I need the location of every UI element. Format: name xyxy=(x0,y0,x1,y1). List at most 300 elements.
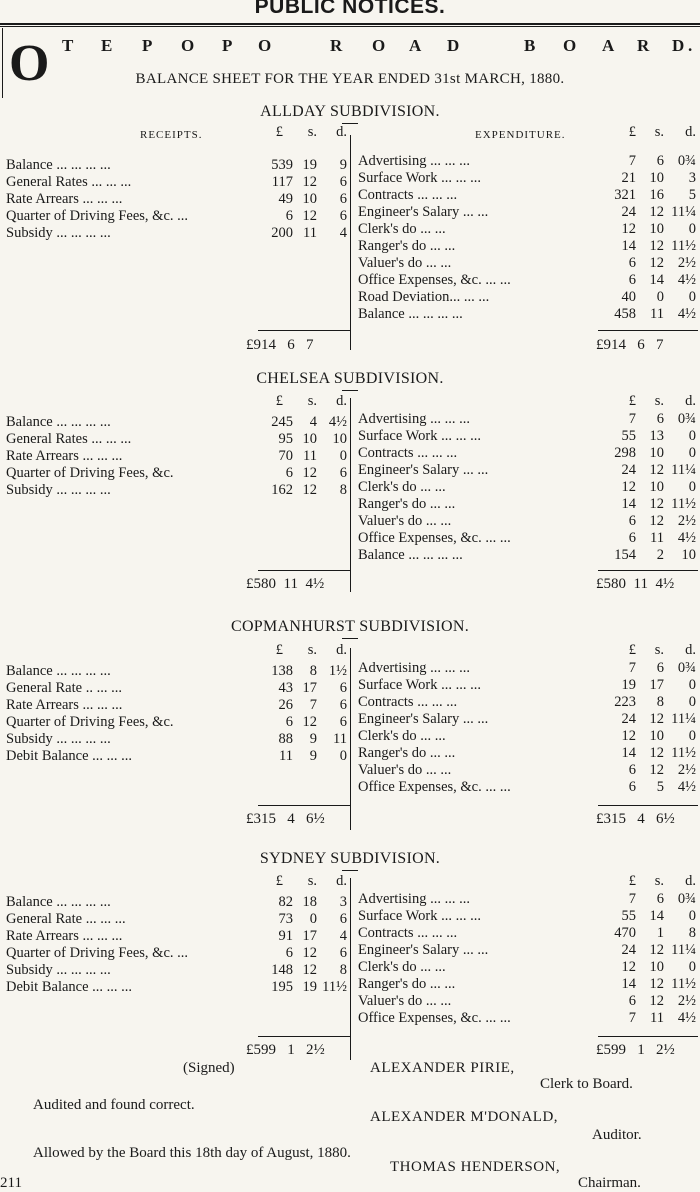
pence-header: d. xyxy=(685,873,696,889)
receipt-pounds: 70 xyxy=(278,448,293,464)
expenditure-pounds: 19 xyxy=(621,677,636,693)
expenditure-label: Contracts ... ... ... xyxy=(358,925,458,941)
expenditure-shillings: 10 xyxy=(649,445,664,461)
receipt-label: Subsidy ... ... ... ... xyxy=(6,962,111,978)
expenditure-pounds: 470 xyxy=(614,925,636,941)
pounds-header: £ xyxy=(275,873,283,889)
receipt-pence: 6 xyxy=(339,911,347,927)
receipt-pounds: 117 xyxy=(271,174,293,190)
expenditure-shillings: 8 xyxy=(656,694,664,710)
pence-header: d. xyxy=(336,124,347,140)
receipt-pence: 8 xyxy=(339,482,347,498)
shillings-header: s. xyxy=(654,124,664,140)
expenditure-pence: 8 xyxy=(688,925,696,941)
expenditure-shillings: 10 xyxy=(649,221,664,237)
receipt-label: Balance ... ... ... ... xyxy=(6,894,111,910)
expenditure-shillings: 11 xyxy=(650,306,664,322)
expenditure-label: Surface Work ... ... ... xyxy=(358,908,481,924)
receipt-pounds: 6 xyxy=(285,465,293,481)
expenditure-label: Ranger's do ... ... xyxy=(358,976,456,992)
receipt-label: Rate Arrears ... ... ... xyxy=(6,697,123,713)
board-name-letter: R xyxy=(637,36,650,55)
board-name-letter: O xyxy=(258,36,272,55)
receipts-total: £599 1 2½ xyxy=(246,1042,325,1058)
pounds-header: £ xyxy=(628,124,636,140)
pence-header: d. xyxy=(685,642,696,658)
receipt-pounds: 49 xyxy=(278,191,293,207)
receipt-label: Rate Arrears ... ... ... xyxy=(6,191,123,207)
expenditure-pounds: 6 xyxy=(628,530,636,546)
receipt-pence: 9 xyxy=(339,157,347,173)
receipt-pounds: 200 xyxy=(271,225,293,241)
expenditure-total: £599 1 2½ xyxy=(596,1042,675,1058)
subdivision-title: COPMANHURST SUBDIVISION. xyxy=(230,618,470,635)
receipt-pounds: 82 xyxy=(278,894,293,910)
expenditure-shillings: 5 xyxy=(656,779,664,795)
expenditure-shillings: 12 xyxy=(649,993,664,1009)
expenditure-label: Ranger's do ... ... xyxy=(358,745,456,761)
receipt-shillings: 9 xyxy=(309,731,317,747)
receipt-pence: 4 xyxy=(339,225,347,241)
expenditure-pence: 4½ xyxy=(677,779,696,795)
page-number: 211 xyxy=(0,1175,22,1191)
expenditure-label: Balance ... ... ... ... xyxy=(358,306,463,322)
receipt-label: Debit Balance ... ... ... xyxy=(6,748,133,764)
board-name-letter: A xyxy=(602,36,615,55)
expenditure-pence: 5 xyxy=(688,187,696,203)
expenditure-pounds: 14 xyxy=(621,238,636,254)
expenditure-label: Surface Work ... ... ... xyxy=(358,170,481,186)
receipt-pence: 10 xyxy=(332,431,347,447)
expenditure-pounds: 6 xyxy=(628,779,636,795)
expenditure-shillings: 2 xyxy=(656,547,664,563)
receipt-shillings: 19 xyxy=(302,157,317,173)
receipt-label: Rate Arrears ... ... ... xyxy=(6,448,123,464)
expenditure-pounds: 40 xyxy=(621,289,636,305)
title-rule xyxy=(342,390,358,391)
expenditure-shillings: 6 xyxy=(656,660,664,676)
expenditure-shillings: 6 xyxy=(656,891,664,907)
expenditure-shillings: 12 xyxy=(649,462,664,478)
board-name-letter: D xyxy=(447,36,460,55)
expenditure-shillings: 12 xyxy=(649,745,664,761)
expenditure-total: £914 6 7 xyxy=(596,337,664,353)
clerk-name: ALEXANDER PIRIE, xyxy=(370,1060,515,1076)
receipt-pence: 6 xyxy=(339,697,347,713)
receipt-shillings: 8 xyxy=(309,663,317,679)
expenditure-pence: 0 xyxy=(688,959,696,975)
receipt-shillings: 10 xyxy=(302,191,317,207)
expenditure-pence: 11¼ xyxy=(671,942,696,958)
expenditure-pounds: 14 xyxy=(621,745,636,761)
expenditure-pounds: 12 xyxy=(621,959,636,975)
receipt-label: Subsidy ... ... ... ... xyxy=(6,482,111,498)
expenditure-pounds: 12 xyxy=(621,728,636,744)
expenditure-shillings: 1 xyxy=(656,925,664,941)
expenditure-shillings: 12 xyxy=(649,942,664,958)
expenditure-shillings: 13 xyxy=(649,428,664,444)
receipt-pounds: 148 xyxy=(271,962,293,978)
expenditure-label: Surface Work ... ... ... xyxy=(358,677,481,693)
receipt-label: General Rate ... ... ... xyxy=(6,911,126,927)
receipt-pounds: 539 xyxy=(271,157,293,173)
expenditure-label: Surface Work ... ... ... xyxy=(358,428,481,444)
title-rule xyxy=(342,870,358,871)
board-name-letter: O xyxy=(563,36,577,55)
expenditure-pounds: 321 xyxy=(614,187,636,203)
receipt-label: Subsidy ... ... ... ... xyxy=(6,731,111,747)
expenditure-shillings: 14 xyxy=(649,272,664,288)
expenditure-pence: 0 xyxy=(688,479,696,495)
expenditure-label: Clerk's do ... ... xyxy=(358,221,446,237)
receipt-pence: 6 xyxy=(339,680,347,696)
receipt-shillings: 12 xyxy=(302,945,317,961)
receipt-shillings: 11 xyxy=(303,448,317,464)
board-name-letter: O xyxy=(181,36,195,55)
expenditure-total-rule xyxy=(598,570,698,571)
expenditure-pence: 11½ xyxy=(671,745,696,761)
page-edge-rule xyxy=(2,28,3,98)
expenditure-label: Road Deviation... ... ... xyxy=(358,289,490,305)
shillings-header: s. xyxy=(307,873,317,889)
board-name-letter: A xyxy=(409,36,422,55)
expenditure-pence: 3 xyxy=(688,170,696,186)
expenditure-pence: 0¾ xyxy=(677,660,696,676)
expenditure-pence: 0 xyxy=(688,289,696,305)
expenditure-shillings: 10 xyxy=(649,728,664,744)
allowed-note: Allowed by the Board this 18th day of August, 1880. xyxy=(33,1145,351,1161)
receipt-pence: 6 xyxy=(339,714,347,730)
receipts-header: RECEIPTS. xyxy=(140,129,203,141)
expenditure-label: Valuer's do ... ... xyxy=(358,762,452,778)
expenditure-pounds: 6 xyxy=(628,993,636,1009)
board-name-letter: O xyxy=(372,36,386,55)
pounds-header: £ xyxy=(628,873,636,889)
receipt-pounds: 11 xyxy=(279,748,293,764)
subdivision-title: SYDNEY SUBDIVISION. xyxy=(259,850,441,867)
receipt-label: Quarter of Driving Fees, &c. ... xyxy=(6,208,189,224)
expenditure-shillings: 12 xyxy=(649,976,664,992)
receipt-shillings: 12 xyxy=(302,482,317,498)
receipt-label: Debit Balance ... ... ... xyxy=(6,979,133,995)
board-name-letter: T xyxy=(62,36,74,55)
expenditure-total-rule xyxy=(598,1036,698,1037)
expenditure-pence: 4½ xyxy=(677,530,696,546)
receipts-total-rule xyxy=(258,1036,350,1037)
receipt-pence: 6 xyxy=(339,191,347,207)
receipt-pounds: 245 xyxy=(271,414,293,430)
expenditure-pence: 0 xyxy=(688,221,696,237)
expenditure-pounds: 12 xyxy=(621,221,636,237)
signed-label: (Signed) xyxy=(183,1060,235,1076)
expenditure-pounds: 55 xyxy=(621,428,636,444)
auditor-name: ALEXANDER M'DONALD, xyxy=(370,1109,559,1125)
chairman-name: THOMAS HENDERSON, xyxy=(390,1159,561,1175)
receipt-pence: 6 xyxy=(339,465,347,481)
receipts-total: £914 6 7 xyxy=(246,337,314,353)
expenditure-pounds: 24 xyxy=(621,204,636,220)
expenditure-label: Engineer's Salary ... ... xyxy=(358,711,489,727)
audited-note: Audited and found correct. xyxy=(33,1097,195,1113)
receipts-total: £580 11 4½ xyxy=(246,576,325,592)
expenditure-shillings: 0 xyxy=(656,289,664,305)
expenditure-label: Clerk's do ... ... xyxy=(358,728,446,744)
shillings-header: s. xyxy=(654,393,664,409)
expenditure-label: Contracts ... ... ... xyxy=(358,187,458,203)
receipt-pence: 3 xyxy=(339,894,347,910)
shillings-header: s. xyxy=(654,873,664,889)
expenditure-label: Engineer's Salary ... ... xyxy=(358,942,489,958)
receipt-pence: 0 xyxy=(339,448,347,464)
expenditure-pounds: 6 xyxy=(628,762,636,778)
receipt-pence: 6 xyxy=(339,174,347,190)
expenditure-pence: 2½ xyxy=(677,513,696,529)
receipt-label: Quarter of Driving Fees, &c. xyxy=(6,714,174,730)
receipt-shillings: 7 xyxy=(309,697,317,713)
receipt-pounds: 73 xyxy=(278,911,293,927)
expenditure-shillings: 12 xyxy=(649,204,664,220)
subdivision-title: ALLDAY SUBDIVISION. xyxy=(260,103,440,120)
expenditure-label: Office Expenses, &c. ... ... xyxy=(358,779,511,795)
expenditure-label: Contracts ... ... ... xyxy=(358,445,458,461)
board-name-letter: P xyxy=(222,36,233,55)
receipt-pounds: 91 xyxy=(278,928,293,944)
expenditure-shillings: 10 xyxy=(649,170,664,186)
receipts-total-rule xyxy=(258,805,350,806)
receipt-label: Quarter of Driving Fees, &c. ... xyxy=(6,945,189,961)
expenditure-label: Advertising ... ... ... xyxy=(358,153,470,169)
receipts-total-rule xyxy=(258,570,350,571)
expenditure-pounds: 6 xyxy=(628,513,636,529)
expenditure-shillings: 10 xyxy=(649,959,664,975)
expenditure-shillings: 14 xyxy=(649,908,664,924)
expenditure-pence: 11¼ xyxy=(671,204,696,220)
sheet-title: BALANCE SHEET FOR THE YEAR ENDED 31st MARCH, 1880. xyxy=(135,71,565,87)
subdivision-title: CHELSEA SUBDIVISION. xyxy=(256,370,444,387)
pounds-header: £ xyxy=(275,124,283,140)
receipt-shillings: 17 xyxy=(302,928,317,944)
auditor-title: Auditor. xyxy=(592,1127,642,1143)
column-divider xyxy=(350,648,351,830)
receipt-label: Balance ... ... ... ... xyxy=(6,663,111,679)
receipt-shillings: 12 xyxy=(302,714,317,730)
expenditure-label: Advertising ... ... ... xyxy=(358,660,470,676)
clerk-title: Clerk to Board. xyxy=(540,1076,633,1092)
pence-header: d. xyxy=(336,393,347,409)
expenditure-pounds: 24 xyxy=(621,942,636,958)
expenditure-total: £580 11 4½ xyxy=(596,576,675,592)
receipt-label: Balance ... ... ... ... xyxy=(6,414,111,430)
expenditure-label: Clerk's do ... ... xyxy=(358,479,446,495)
expenditure-label: Ranger's do ... ... xyxy=(358,238,456,254)
expenditure-pounds: 7 xyxy=(628,153,636,169)
expenditure-pounds: 21 xyxy=(621,170,636,186)
expenditure-total: £315 4 6½ xyxy=(596,811,675,827)
receipt-pence: 1½ xyxy=(328,663,347,679)
expenditure-shillings: 17 xyxy=(649,677,664,693)
receipt-shillings: 19 xyxy=(302,979,317,995)
board-name-letter: P xyxy=(142,36,153,55)
receipt-shillings: 4 xyxy=(309,414,317,430)
receipt-shillings: 17 xyxy=(302,680,317,696)
receipt-shillings: 12 xyxy=(302,174,317,190)
shillings-header: s. xyxy=(307,393,317,409)
expenditure-pounds: 458 xyxy=(614,306,636,322)
expenditure-shillings: 11 xyxy=(650,1010,664,1026)
expenditure-label: Engineer's Salary ... ... xyxy=(358,204,489,220)
expenditure-label: Office Expenses, &c. ... ... xyxy=(358,1010,511,1026)
receipt-pence: 4½ xyxy=(328,414,347,430)
expenditure-label: Balance ... ... ... ... xyxy=(358,547,463,563)
receipt-pounds: 43 xyxy=(278,680,293,696)
header-title: PUBLIC NOTICES. xyxy=(254,0,446,18)
pounds-header: £ xyxy=(628,642,636,658)
shillings-header: s. xyxy=(307,642,317,658)
board-name-letter: R xyxy=(330,36,343,55)
expenditure-label: Ranger's do ... ... xyxy=(358,496,456,512)
receipt-label: Quarter of Driving Fees, &c. xyxy=(6,465,174,481)
expenditure-pounds: 14 xyxy=(621,976,636,992)
receipt-pounds: 195 xyxy=(271,979,293,995)
receipt-pence: 6 xyxy=(339,208,347,224)
receipt-pounds: 162 xyxy=(271,482,293,498)
pounds-header: £ xyxy=(275,642,283,658)
expenditure-label: Advertising ... ... ... xyxy=(358,411,470,427)
pounds-header: £ xyxy=(275,393,283,409)
expenditure-pence: 11¼ xyxy=(671,711,696,727)
receipt-pounds: 6 xyxy=(285,714,293,730)
expenditure-pounds: 298 xyxy=(614,445,636,461)
expenditure-pounds: 6 xyxy=(628,255,636,271)
expenditure-pounds: 7 xyxy=(628,891,636,907)
chairman-title: Chairman. xyxy=(578,1175,641,1191)
expenditure-pence: 2½ xyxy=(677,255,696,271)
expenditure-pence: 0 xyxy=(688,728,696,744)
expenditure-pence: 11¼ xyxy=(671,462,696,478)
expenditure-shillings: 10 xyxy=(649,479,664,495)
expenditure-label: Valuer's do ... ... xyxy=(358,513,452,529)
expenditure-total-rule xyxy=(598,330,698,331)
expenditure-pence: 4½ xyxy=(677,1010,696,1026)
expenditure-pence: 0¾ xyxy=(677,891,696,907)
board-name-letter: D xyxy=(672,36,685,55)
expenditure-pence: 0 xyxy=(688,677,696,693)
expenditure-pence: 10 xyxy=(681,547,696,563)
pounds-header: £ xyxy=(628,393,636,409)
receipt-shillings: 12 xyxy=(302,208,317,224)
receipt-shillings: 18 xyxy=(302,894,317,910)
expenditure-shillings: 12 xyxy=(649,762,664,778)
expenditure-shillings: 6 xyxy=(656,153,664,169)
expenditure-label: Valuer's do ... ... xyxy=(358,993,452,1009)
board-name-letter: E xyxy=(101,36,113,55)
pence-header: d. xyxy=(685,393,696,409)
receipts-total: £315 4 6½ xyxy=(246,811,325,827)
receipt-pounds: 95 xyxy=(278,431,293,447)
expenditure-pounds: 7 xyxy=(628,1010,636,1026)
expenditure-label: Office Expenses, &c. ... ... xyxy=(358,530,511,546)
receipt-label: Subsidy ... ... ... ... xyxy=(6,225,111,241)
expenditure-pounds: 223 xyxy=(614,694,636,710)
expenditure-pence: 4½ xyxy=(677,272,696,288)
expenditure-pence: 2½ xyxy=(677,993,696,1009)
expenditure-pence: 0 xyxy=(688,694,696,710)
expenditure-label: Valuer's do ... ... xyxy=(358,255,452,271)
expenditure-pounds: 55 xyxy=(621,908,636,924)
receipt-pence: 4 xyxy=(339,928,347,944)
expenditure-label: Engineer's Salary ... ... xyxy=(358,462,489,478)
expenditure-label: Clerk's do ... ... xyxy=(358,959,446,975)
expenditure-shillings: 16 xyxy=(649,187,664,203)
expenditure-shillings: 12 xyxy=(649,238,664,254)
expenditure-pence: 11½ xyxy=(671,976,696,992)
receipt-shillings: 12 xyxy=(302,465,317,481)
shillings-header: s. xyxy=(654,642,664,658)
receipts-total-rule xyxy=(258,330,350,331)
receipt-pence: 8 xyxy=(339,962,347,978)
expenditure-pence: 4½ xyxy=(677,306,696,322)
receipt-pence: 0 xyxy=(339,748,347,764)
expenditure-pounds: 14 xyxy=(621,496,636,512)
board-name-letter: . xyxy=(688,36,693,55)
receipt-label: General Rate .. ... ... xyxy=(6,680,122,696)
receipt-shillings: 10 xyxy=(302,431,317,447)
expenditure-pence: 11½ xyxy=(671,496,696,512)
expenditure-pence: 0¾ xyxy=(677,153,696,169)
column-divider xyxy=(350,878,351,1060)
receipt-shillings: 9 xyxy=(309,748,317,764)
expenditure-pounds: 24 xyxy=(621,711,636,727)
pence-header: d. xyxy=(685,124,696,140)
drop-cap: O xyxy=(9,35,50,92)
receipt-pounds: 6 xyxy=(285,208,293,224)
title-rule xyxy=(342,638,358,639)
expenditure-shillings: 12 xyxy=(649,496,664,512)
shillings-header: s. xyxy=(307,124,317,140)
receipt-pounds: 138 xyxy=(271,663,293,679)
receipt-pence: 11 xyxy=(333,731,347,747)
receipt-shillings: 0 xyxy=(309,911,317,927)
receipt-shillings: 11 xyxy=(303,225,317,241)
expenditure-pence: 11½ xyxy=(671,238,696,254)
receipt-pounds: 26 xyxy=(278,697,293,713)
receipt-pounds: 6 xyxy=(285,945,293,961)
expenditure-shillings: 6 xyxy=(656,411,664,427)
receipt-label: General Rates ... ... ... xyxy=(6,431,132,447)
expenditure-shillings: 12 xyxy=(649,513,664,529)
expenditure-pounds: 7 xyxy=(628,411,636,427)
expenditure-pounds: 154 xyxy=(614,547,636,563)
receipt-label: General Rates ... ... ... xyxy=(6,174,132,190)
expenditure-pence: 0 xyxy=(688,445,696,461)
header-rule-thin xyxy=(0,26,700,27)
expenditure-pence: 2½ xyxy=(677,762,696,778)
expenditure-pounds: 24 xyxy=(621,462,636,478)
expenditure-pounds: 6 xyxy=(628,272,636,288)
column-divider xyxy=(350,398,351,592)
receipt-pence: 6 xyxy=(339,945,347,961)
expenditure-total-rule xyxy=(598,805,698,806)
expenditure-pounds: 7 xyxy=(628,660,636,676)
expenditure-header: EXPENDITURE. xyxy=(475,129,566,141)
expenditure-shillings: 12 xyxy=(649,255,664,271)
header-rule xyxy=(0,23,700,25)
board-name-letter: B xyxy=(524,36,536,55)
expenditure-pence: 0 xyxy=(688,428,696,444)
expenditure-pounds: 12 xyxy=(621,479,636,495)
expenditure-shillings: 11 xyxy=(650,530,664,546)
column-divider xyxy=(350,135,351,350)
